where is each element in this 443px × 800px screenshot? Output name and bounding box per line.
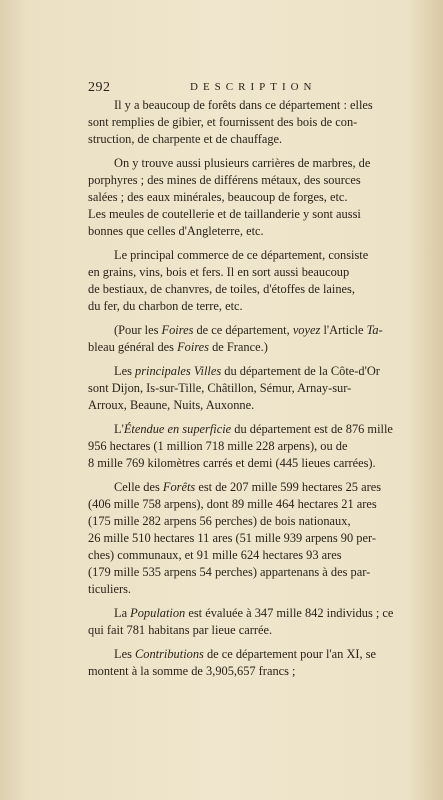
text-line: en grains, vins, bois et fers. Il en sort aussi beaucoup — [88, 265, 350, 279]
text-line: ticuliers. — [88, 582, 132, 596]
page-header — [88, 80, 393, 96]
text-line: On y trouve aussi plusieurs carrières de marbres, de — [114, 156, 371, 170]
text-line: du fer, du charbon de terre, etc. — [88, 299, 243, 313]
text-line: sont remplies de gibier, et fournissent des bois de con- — [88, 115, 358, 129]
text-line: Celle des Forêts est de 207 mille 599 hectares 25 ares — [114, 480, 382, 494]
text-line: bleau général des Foires de France.) — [88, 340, 268, 354]
text-line: La Population est évaluée à 347 mille 842 individus ; ce — [114, 606, 394, 620]
running-title: DESCRIPTION — [190, 81, 317, 93]
text-line: Les Contributions de ce département pour l'an XI, se — [114, 647, 377, 661]
body-text — [88, 97, 443, 687]
text-line: (179 mille 535 arpens 54 perches) appartenans à des par- — [88, 565, 371, 579]
text-line: 956 hectares (1 million 718 mille 228 arpens), ou de — [88, 439, 348, 453]
paragraph — [88, 155, 443, 240]
text-line: (Pour les Foires de ce département, voyez l'Article Ta- — [114, 323, 383, 337]
text-line: qui fait 781 habitans par lieue carrée. — [88, 623, 273, 637]
paragraph — [88, 322, 443, 356]
text-line: (175 mille 282 arpens 56 perches) de bois nationaux, — [88, 514, 351, 528]
paragraph — [88, 421, 443, 472]
paragraph — [88, 363, 443, 414]
paragraph — [88, 247, 443, 315]
text-line: Arroux, Beaune, Nuits, Auxonne. — [88, 398, 255, 412]
paragraph — [88, 479, 443, 598]
text-line: montent à la somme de 3,905,657 francs ; — [88, 664, 296, 678]
text-line: Le principal commerce de ce département, consiste — [114, 248, 369, 262]
text-line: de bestiaux, de chanvres, de toiles, d'étoffes de laines, — [88, 282, 355, 296]
page-number: 292 — [88, 80, 111, 95]
text-line: ches) communaux, et 91 mille 624 hectares 93 ares — [88, 548, 342, 562]
text-line: 8 mille 769 kilomètres carrés et demi (445 lieues carrées). — [88, 456, 376, 470]
paragraph — [88, 97, 443, 148]
paragraph — [88, 605, 443, 639]
text-line: L'Étendue en superficie du département est de 876 mille — [114, 422, 393, 436]
text-line: bonnes que celles d'Angleterre, etc. — [88, 224, 264, 238]
text-line: salées ; des eaux minérales, beaucoup de forges, etc. — [88, 190, 348, 204]
text-line: sont Dijon, Is-sur-Tille, Châtillon, Sémur, Arnay-sur- — [88, 381, 352, 395]
text-line: 26 mille 510 hectares 11 ares (51 mille 939 arpens 90 per- — [88, 531, 376, 545]
text-line: Les meules de coutellerie et de taillanderie y sont aussi — [88, 207, 361, 221]
text-line: Il y a beaucoup de forêts dans ce département : elles — [114, 98, 373, 112]
text-line: Les principales Villes du département de la Côte-d'Or — [114, 364, 380, 378]
text-line: struction, de charpente et de chauffage. — [88, 132, 283, 146]
text-line: (406 mille 758 arpens), dont 89 mille 464 hectares 21 ares — [88, 497, 377, 511]
paragraph — [88, 646, 443, 680]
text-line: porphyres ; des mines de différens métaux, des sources — [88, 173, 361, 187]
